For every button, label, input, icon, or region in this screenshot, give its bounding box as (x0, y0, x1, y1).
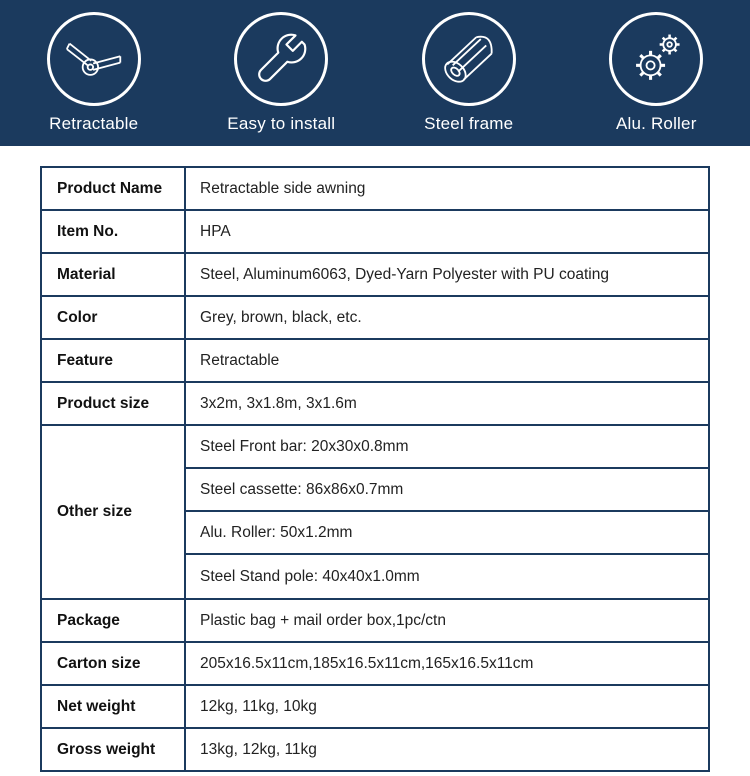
spec-value: 3x2m, 3x1.8m, 3x1.6m (200, 394, 357, 412)
spec-row-package (42, 600, 708, 643)
spec-row-color (42, 297, 708, 340)
spec-subvalue: Steel Stand pole: 40x40x1.0mm (200, 567, 420, 585)
gears-icon (627, 30, 685, 88)
spec-row-gross-weight (42, 729, 708, 770)
feature-label: Steel frame (424, 114, 514, 133)
spec-label: Product size (42, 383, 186, 424)
feature-circle (609, 12, 703, 106)
steel-pipe-icon (440, 30, 498, 88)
spec-value: HPA (200, 222, 231, 240)
spec-table (40, 166, 710, 772)
spec-subvalue: Steel cassette: 86x86x0.7mm (186, 469, 708, 512)
spec-row-product-size (42, 383, 708, 426)
retractable-awning-icon (65, 30, 123, 88)
spec-label: Item No. (42, 211, 186, 252)
spec-label: Carton size (42, 643, 186, 684)
spec-value: 205x16.5x11cm,185x16.5x11cm,165x16.5x11cm (200, 654, 534, 672)
feature-banner (0, 0, 750, 146)
feature-easy-install (188, 12, 376, 134)
spec-subvalue: Steel Front bar: 20x30x0.8mm (186, 426, 708, 469)
spec-row-item-no (42, 211, 708, 254)
feature-label: Retractable (49, 114, 139, 133)
spec-label: Net weight (42, 686, 186, 727)
spec-value: Grey, brown, black, etc. (200, 308, 362, 326)
spec-subvalue: Alu. Roller: 50x1.2mm (186, 512, 708, 555)
spec-label: Color (42, 297, 186, 338)
spec-row-other-size (42, 426, 708, 600)
spec-row-net-weight (42, 686, 708, 729)
spec-value: 13kg, 12kg, 11kg (200, 740, 317, 758)
spec-value: Plastic bag + mail order box,1pc/ctn (200, 611, 446, 629)
spec-label: Product Name (42, 168, 186, 209)
spec-label: Gross weight (42, 729, 186, 770)
spec-label: Package (42, 600, 186, 641)
spec-value: Retractable side awning (200, 179, 366, 197)
spec-label: Other size (42, 426, 186, 598)
other-size-values (186, 426, 708, 598)
feature-retractable (0, 12, 188, 134)
spec-row-carton-size (42, 643, 708, 686)
feature-circle (422, 12, 516, 106)
feature-circle (47, 12, 141, 106)
feature-alu-roller (563, 12, 750, 134)
spec-row-feature (42, 340, 708, 383)
feature-circle (234, 12, 328, 106)
spec-label: Material (42, 254, 186, 295)
feature-label: Alu. Roller (615, 114, 697, 133)
spec-label: Feature (42, 340, 186, 381)
feature-steel-frame (375, 12, 563, 134)
spec-value: 12kg, 11kg, 10kg (200, 697, 317, 715)
spec-row-material (42, 254, 708, 297)
spec-row-product-name (42, 168, 708, 211)
feature-label: Easy to install (227, 114, 336, 133)
spec-value: Retractable (200, 351, 280, 369)
spec-value: Steel, Aluminum6063, Dyed-Yarn Polyester with PU coating (200, 265, 609, 283)
wrench-icon (252, 30, 310, 88)
